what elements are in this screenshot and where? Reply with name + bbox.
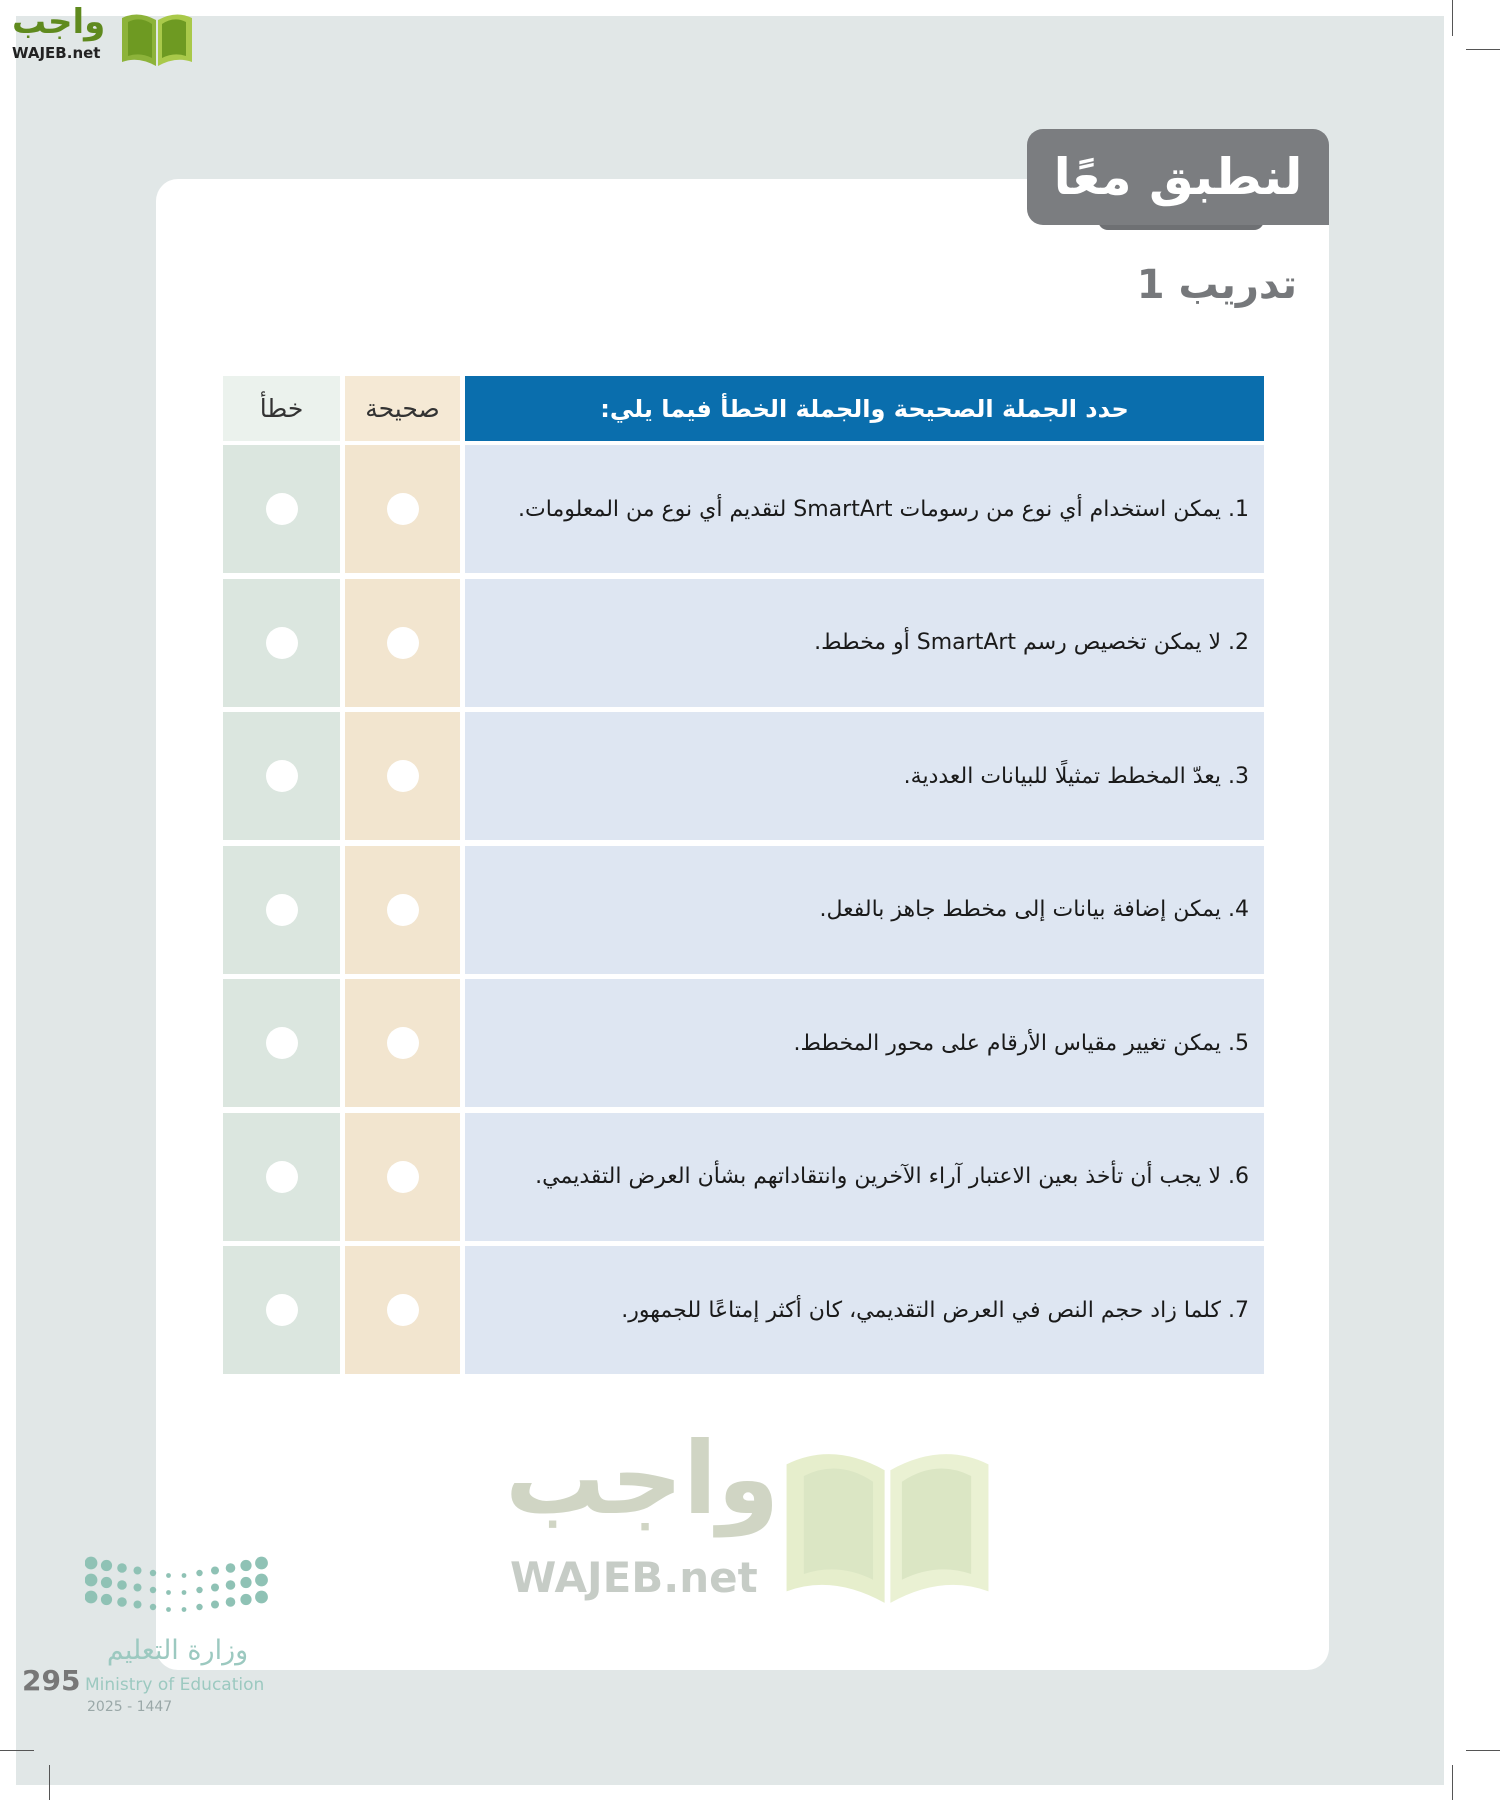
logo-arabic: واجب: [12, 2, 106, 42]
table-row: [223, 579, 1264, 707]
correct-radio[interactable]: [387, 1027, 419, 1059]
wajeb-watermark: [505, 1420, 1005, 1610]
watermark-latin: WAJEB.net: [510, 1553, 758, 1602]
correct-cell: [345, 846, 460, 974]
wrong-column-header: خطأ: [223, 376, 340, 441]
instruction-header: حدد الجملة الصحيحة والجملة الخطأ فيما يلي:: [465, 376, 1264, 441]
ministry-arabic: وزارة التعليم: [106, 1635, 249, 1666]
book-watermark-icon: [775, 1440, 1000, 1610]
correct-radio[interactable]: [387, 760, 419, 792]
statement-text: 7. كلما زاد حجم النص في العرض التقديمي، كان أكثر إمتاعًا للجمهور.: [465, 1246, 1264, 1374]
statement-text: 3. يعدّ المخطط تمثيلًا للبيانات العددية.: [465, 712, 1264, 840]
statement-text: 4. يمكن إضافة بيانات إلى مخطط جاهز بالفعل.: [465, 846, 1264, 974]
statement-text: 1. يمكن استخدام أي نوع من رسومات SmartArt لتقديم أي نوع من المعلومات.: [465, 445, 1264, 573]
table-row: [223, 445, 1264, 573]
table-row: [223, 1113, 1264, 1241]
wrong-radio[interactable]: [266, 1027, 298, 1059]
exercise-title: تدريب 1: [1136, 262, 1297, 308]
correct-cell: [345, 445, 460, 573]
wrong-radio[interactable]: [266, 1294, 298, 1326]
correct-cell: [345, 712, 460, 840]
wrong-cell: [223, 1113, 340, 1241]
ministry-english: Ministry of Education: [85, 1675, 265, 1695]
wrong-cell: [223, 712, 340, 840]
crop-mark: [1466, 1750, 1500, 1751]
wrong-cell: [223, 979, 340, 1107]
wrong-radio[interactable]: [266, 627, 298, 659]
statement-text: 5. يمكن تغيير مقياس الأرقام على محور المخطط.: [465, 979, 1264, 1107]
correct-radio[interactable]: [387, 627, 419, 659]
wrong-cell: [223, 846, 340, 974]
crop-mark: [1466, 49, 1500, 50]
ministry-year: 2025 - 1447: [87, 1699, 173, 1715]
table-row: [223, 979, 1264, 1107]
table-row: [223, 846, 1264, 974]
wrong-radio[interactable]: [266, 493, 298, 525]
crop-mark: [0, 1750, 34, 1751]
table-header: [223, 376, 1264, 441]
ministry-logo: [85, 1555, 275, 1725]
correct-cell: [345, 579, 460, 707]
correct-radio[interactable]: [387, 493, 419, 525]
wrong-radio[interactable]: [266, 1161, 298, 1193]
wrong-cell: [223, 445, 340, 573]
book-icon: [118, 10, 196, 68]
watermark-arabic: واجب: [505, 1420, 780, 1537]
correct-cell: [345, 1246, 460, 1374]
statement-text: 2. لا يمكن تخصيص رسم SmartArt أو مخطط.: [465, 579, 1264, 707]
wrong-radio[interactable]: [266, 894, 298, 926]
crop-mark: [1452, 1765, 1453, 1800]
wajeb-logo: [10, 2, 190, 68]
page-number: 295: [22, 1664, 81, 1697]
ministry-dots-icon: [85, 1555, 270, 1625]
wrong-cell: [223, 579, 340, 707]
correct-radio[interactable]: [387, 1294, 419, 1326]
correct-radio[interactable]: [387, 894, 419, 926]
section-tag: لنطبق معًا: [1027, 129, 1329, 225]
wrong-cell: [223, 1246, 340, 1374]
wrong-radio[interactable]: [266, 760, 298, 792]
statement-text: 6. لا يجب أن تأخذ بعين الاعتبار آراء الآخرين وانتقاداتهم بشأن العرض التقديمي.: [465, 1113, 1264, 1241]
table-row: [223, 712, 1264, 840]
correct-column-header: صحيحة: [345, 376, 460, 441]
correct-cell: [345, 979, 460, 1107]
correct-radio[interactable]: [387, 1161, 419, 1193]
crop-mark: [49, 1765, 50, 1800]
logo-latin: WAJEB.net: [12, 44, 101, 62]
crop-mark: [1452, 0, 1453, 36]
correct-cell: [345, 1113, 460, 1241]
table-row: [223, 1246, 1264, 1374]
